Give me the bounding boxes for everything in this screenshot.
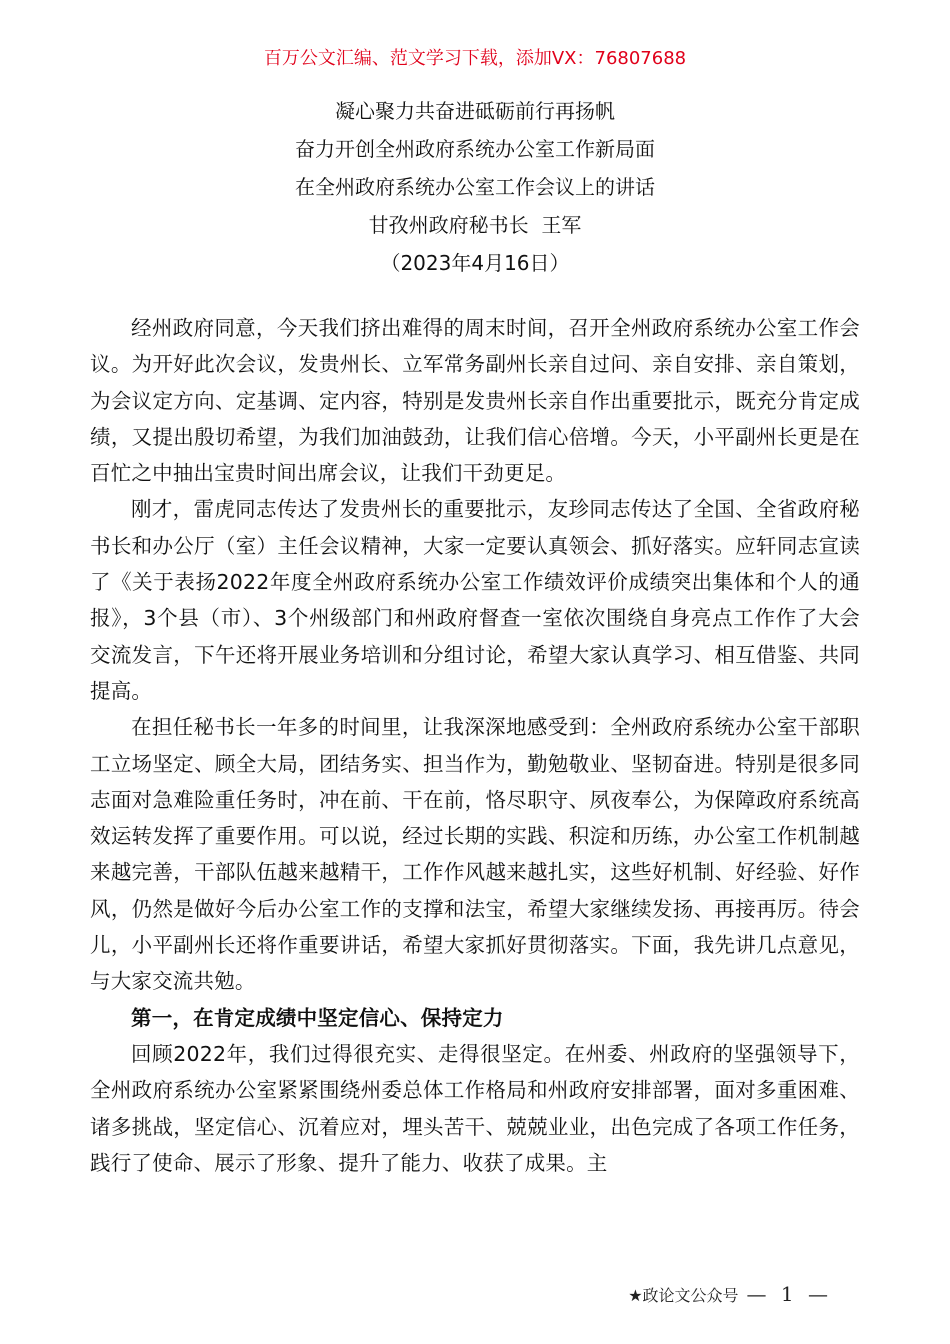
title-line-3: 在全州政府系统办公室工作会议上的讲话 <box>295 175 655 199</box>
paragraph-3: 在担任秘书长一年多的时间里，让我深深地感受到：全州政府系统办公室干部职工立场坚定、顾全大局，团结务实、担当作为，勤勉敬业、坚韧奋进。特别是很多同志面对急难险重任务时，冲在前、干在前，恪尽职守、夙夜奉公，为保障政府系统高效运转发挥了重要作用。可以说，经过长期的实践、积淀和历练，办公室工作机制越来越完善，干部队伍越来越精干，工作作风越来越扎实，这些好机制、好经验、好作风，仍然是做好今后办公室工作的支撑和法宝，希望大家继续发扬、再接再厉。待会儿，小平副州长还将作重要讲话，希望大家抓好贯彻落实。下面，我先讲几点意见，与大家交流共勉。 <box>90 715 860 994</box>
title-block <box>0 92 950 282</box>
title-line-1: 凝心聚力共奋进砥砺前行再扬帆 <box>335 99 615 123</box>
paragraph-1: 经州政府同意，今天我们挤出难得的周末时间，召开全州政府系统办公室工作会议。为开好此次会议，发贵州长、立军常务副州长亲自过问、亲自安排、亲自策划，为会议定方向、定基调、定内容，特别是发贵州长亲自作出重要批示，既充分肯定成绩，又提出殷切希望，为我们加油鼓劲，让我们信心倍增。今天，小平副州长更是在百忙之中抽出宝贵时间出席会议，让我们干劲更足。 <box>90 316 860 486</box>
document-body <box>90 310 860 1181</box>
page-footer <box>628 1282 832 1306</box>
page-number: — 1 — <box>746 1282 832 1306</box>
watermark-banner: 百万公文汇编、范文学习下载，添加VX：76807688 <box>263 48 687 69</box>
paragraph-4: 回顾2022年，我们过得很充实、走得很坚定。在州委、州政府的坚强领导下，全州政府系统办公室紧紧围绕州委总体工作格局和州政府安排部署，面对多重困难、诸多挑战，坚定信心、沉着应对，埋头苦干、兢兢业业，出色完成了各项工作任务，践行了使命、展示了形象、提升了能力、收获了成果。主 <box>90 1041 860 1175</box>
paragraph-2: 刚才，雷虎同志传达了发贵州长的重要批示，友珍同志传达了全国、全省政府秘书长和办公厅（室）主任会议精神，大家一定要认真领会、抓好落实。应轩同志宣读了《关于表扬2022年度全州政府系统办公室工作绩效评价成绩突出集体和个人的通报》，3个县（市）、3个州级部门和州政府督查一室依次围绕自身亮点工作作了大会交流发言，下午还将开展业务培训和分组讨论，希望大家认真学习、相互借鉴、共同提高。 <box>90 497 860 703</box>
speaker-line: 甘孜州政府秘书长 王军 <box>368 213 582 237</box>
section-heading: 第一，在肯定成绩中坚定信心、保持定力 <box>131 1005 504 1030</box>
title-line-2: 奋力开创全州政府系统办公室工作新局面 <box>295 137 655 161</box>
star-icon: ★ <box>628 1286 643 1305</box>
date-line: （2023年4月16日） <box>380 251 570 275</box>
footer-source: 政论文公众号 <box>642 1286 739 1305</box>
